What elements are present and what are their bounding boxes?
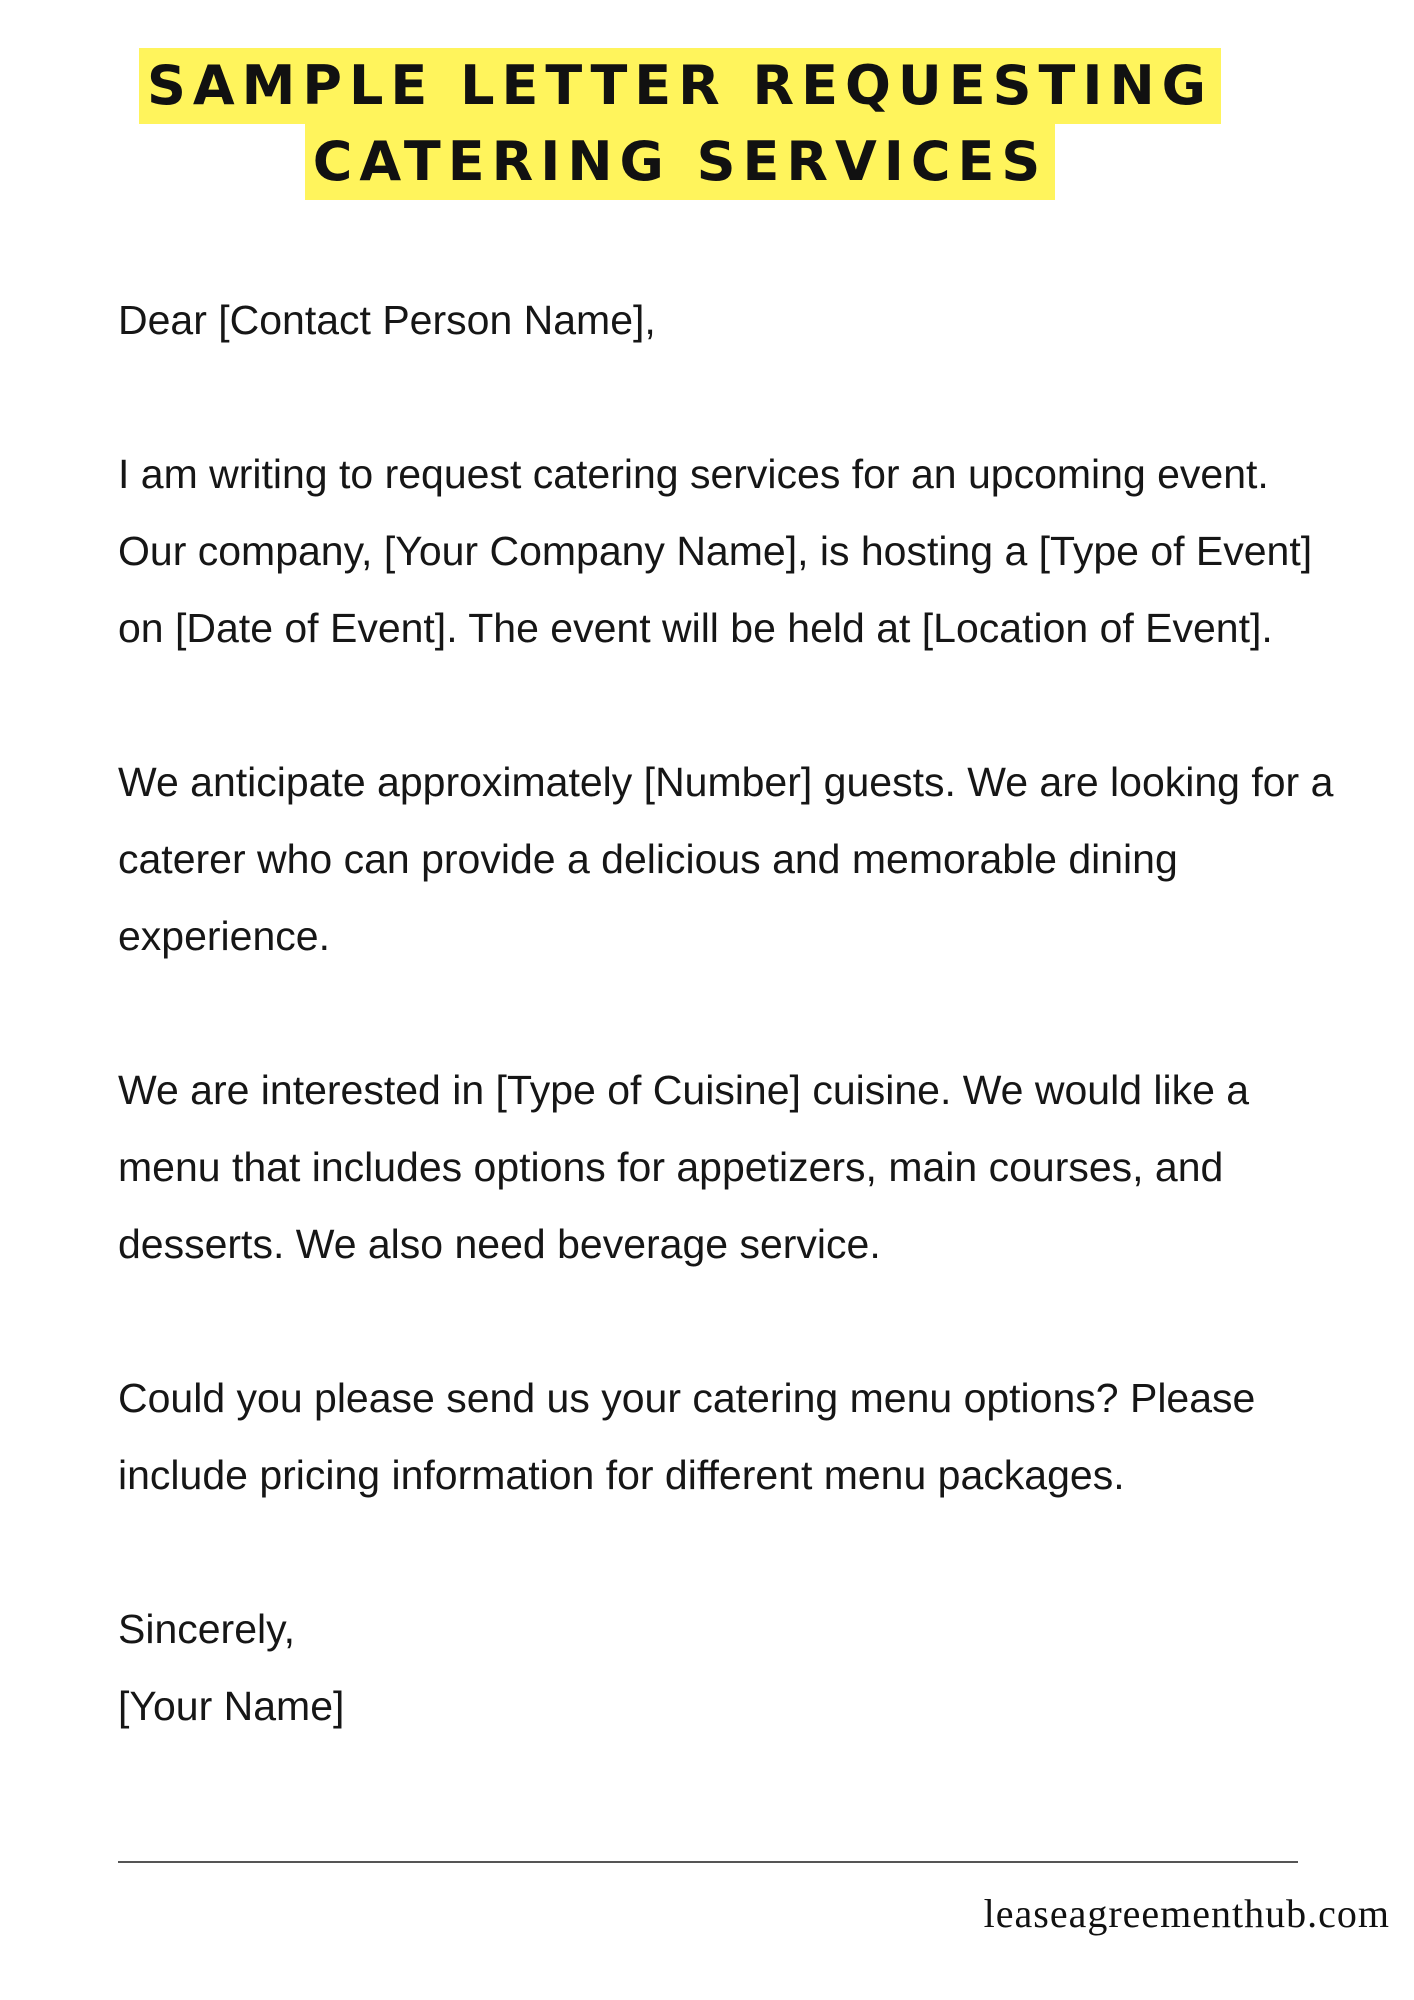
paragraph-2: We anticipate approximately [Number] guests. We are looking for a caterer who can provide a delicious and memorable dining experience. <box>118 759 1334 959</box>
title-line-1: SAMPLE LETTER REQUESTING <box>139 48 1221 124</box>
document-title <box>0 48 1360 200</box>
title-line-2: CATERING SERVICES <box>305 124 1056 200</box>
signature-name: [Your Name] <box>118 1683 345 1729</box>
closing: Sincerely, <box>118 1606 295 1652</box>
signature-line <box>118 1861 1298 1863</box>
salutation: Dear [Contact Person Name], <box>118 297 656 343</box>
letter-body <box>118 282 1348 1745</box>
paragraph-3: We are interested in [Type of Cuisine] cuisine. We would like a menu that includes options for appetizers, main courses, and desserts. We also need beverage service. <box>118 1067 1250 1267</box>
paragraph-1: I am writing to request catering services for an upcoming event. Our company, [Your Company Name], is hosting a [Type of Event] on [Date of Event]. The event will be held at [Location of Event]. <box>118 451 1313 651</box>
closing-block <box>118 1591 1348 1745</box>
website-watermark: leaseagreementhub.com <box>983 1891 1390 1936</box>
paragraph-4: Could you please send us your catering menu options? Please include pricing information for different menu packages. <box>118 1375 1256 1498</box>
